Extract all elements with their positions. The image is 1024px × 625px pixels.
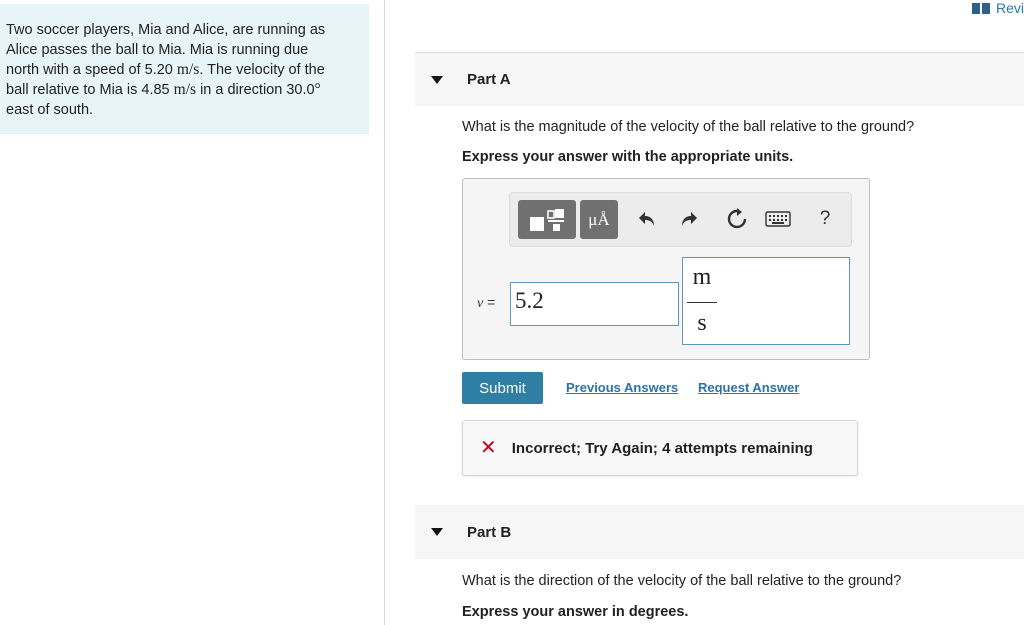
- reset-circle-icon: [726, 208, 748, 230]
- problem-line: north with a speed of 5.20 m/s. The velocity of the: [6, 61, 325, 78]
- unit-math: m/s: [176, 61, 200, 78]
- feedback-message: [462, 420, 858, 476]
- part-b-question: What is the direction of the velocity of the ball relative to the ground?: [462, 573, 902, 589]
- caret-down-icon[interactable]: [431, 76, 443, 84]
- degree-symbol: °: [314, 81, 321, 98]
- undo-icon[interactable]: [634, 205, 660, 233]
- answer-units-input[interactable]: [682, 257, 850, 345]
- part-b-title: Part B: [467, 523, 512, 541]
- part-a-question: What is the magnitude of the velocity of the ball relative to the ground?: [462, 119, 915, 135]
- review-link-label: Revi: [995, 0, 1024, 16]
- book-icon: [972, 3, 990, 14]
- problem-line: ball relative to Mia is 4.85 m/s in a direction 30.0°: [6, 81, 321, 98]
- answer-area: [462, 178, 870, 360]
- redo-arrow-icon: [679, 210, 699, 228]
- fraction-bar: [687, 302, 717, 303]
- review-link[interactable]: [972, 0, 1024, 16]
- undo-arrow-icon: [637, 210, 657, 228]
- keyboard-glyph-icon: [765, 211, 791, 227]
- math-toolbar: [509, 192, 852, 247]
- reset-icon[interactable]: [723, 205, 751, 233]
- templates-icon: [527, 207, 567, 233]
- part-b-instructions: Express your answer in degrees.: [462, 604, 689, 620]
- problem-line: Two soccer players, Mia and Alice, are running as: [6, 22, 326, 38]
- unit-denominator: s: [697, 310, 707, 336]
- redo-icon[interactable]: [676, 205, 702, 233]
- unit-numerator: m: [692, 264, 712, 290]
- submit-button[interactable]: Submit: [462, 372, 543, 404]
- part-a-instructions: Express your answer with the appropriate units.: [462, 149, 794, 165]
- part-a-header[interactable]: [415, 52, 1024, 106]
- variable-label: v =: [477, 294, 496, 311]
- problem-line: east of south.: [6, 102, 94, 118]
- templates-button[interactable]: [518, 200, 576, 239]
- answer-value-input[interactable]: 5.2: [510, 282, 679, 326]
- request-answer-link[interactable]: Request Answer: [698, 380, 800, 395]
- problem-line: Alice passes the ball to Mia. Mia is running due: [6, 42, 309, 58]
- column-divider: [384, 0, 385, 625]
- unit-math: m/s: [173, 81, 197, 98]
- units-button[interactable]: μÅ: [580, 200, 618, 239]
- part-b-header[interactable]: [415, 505, 1024, 559]
- keyboard-icon[interactable]: [764, 210, 792, 228]
- feedback-text: Incorrect; Try Again; 4 attempts remaining: [511, 439, 813, 457]
- error-x-icon: ✕: [480, 437, 497, 459]
- part-a-title: Part A: [467, 71, 511, 88]
- problem-statement: [0, 4, 369, 134]
- help-button[interactable]: ?: [819, 208, 831, 229]
- previous-answers-link[interactable]: Previous Answers: [566, 380, 679, 395]
- caret-down-icon[interactable]: [431, 528, 443, 536]
